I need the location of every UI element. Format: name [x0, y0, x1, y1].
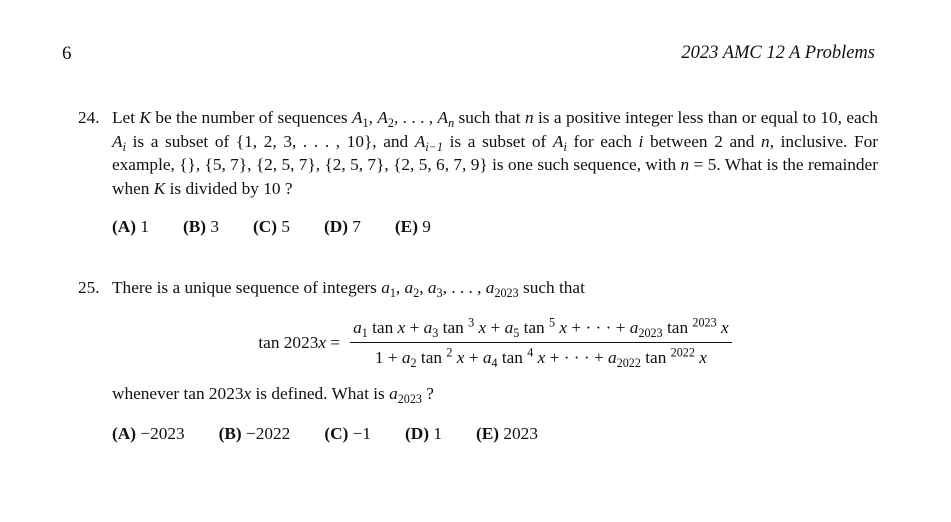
problem-question: whenever tan 2023x is defined. What is $a_{2023}$ ? — [112, 383, 434, 406]
choice-e[interactable]: (E) 9 — [394, 217, 431, 236]
problem-number: 25. — [78, 278, 100, 297]
choice-c[interactable]: (C) −1 — [324, 424, 372, 444]
page-number: 6 — [62, 43, 72, 64]
choice-e[interactable]: (E) 2023 — [476, 424, 538, 444]
answer-choices — [112, 422, 878, 446]
choice-b[interactable]: (B) 3 — [182, 217, 219, 236]
equation-lhs: tan 2023x = — [258, 332, 341, 352]
problem-statement: There is a unique sequence of integers $a_1$, $a_2$, $a_3$, . . . , $a_{2023}$ such that — [112, 278, 585, 301]
choice-d[interactable]: (D) 7 — [323, 217, 361, 236]
problem-25 — [78, 276, 878, 446]
choice-a[interactable]: (A) −2023 — [112, 424, 185, 444]
choice-b[interactable]: (B) −2022 — [218, 424, 291, 444]
running-title: 2023 AMC 12 A Problems — [681, 43, 875, 63]
choice-c[interactable]: (C) 5 — [252, 217, 290, 236]
fraction-denominator: $1 + a_2$ tan $^2$ $x + a_4$ tan $^4$ x + · · · + $a_{2022}$ tan $^{2022}$ x — [374, 345, 707, 371]
fraction — [350, 316, 732, 370]
answer-choices — [112, 215, 878, 239]
problem-number: 24. — [78, 108, 100, 127]
choice-a[interactable]: (A) 1 — [112, 217, 149, 236]
problem-24 — [78, 106, 878, 239]
display-equation — [78, 316, 878, 370]
choice-d[interactable]: (D) 1 — [405, 424, 443, 444]
fraction-numerator: $a_1$ $\tan x + a_3$ tan $^3$ $x + a_5$ tan $^5$ x + · · · + $a_{2023}$ tan $^{2023}$ x — [353, 314, 729, 340]
problem-statement: Let K be the number of sequences $A_1$, $A_2$, . . . , $A_n$ such that n is a positive integer less than or equal to 10, each $A_i$ is a subset of {1, 2, 3, . . . , 10}, and $A_{i-1}$ is a subset of $A_i$ for each i between 2 and n, inclusive. For example, {}, {5, 7}, {2, 5, 7}, {2, 5, 7}, {2, 5, 6, 7, 9} is one such sequence, with n = 5. What is the remainder when K is divided by 10 ? — [112, 108, 878, 198]
